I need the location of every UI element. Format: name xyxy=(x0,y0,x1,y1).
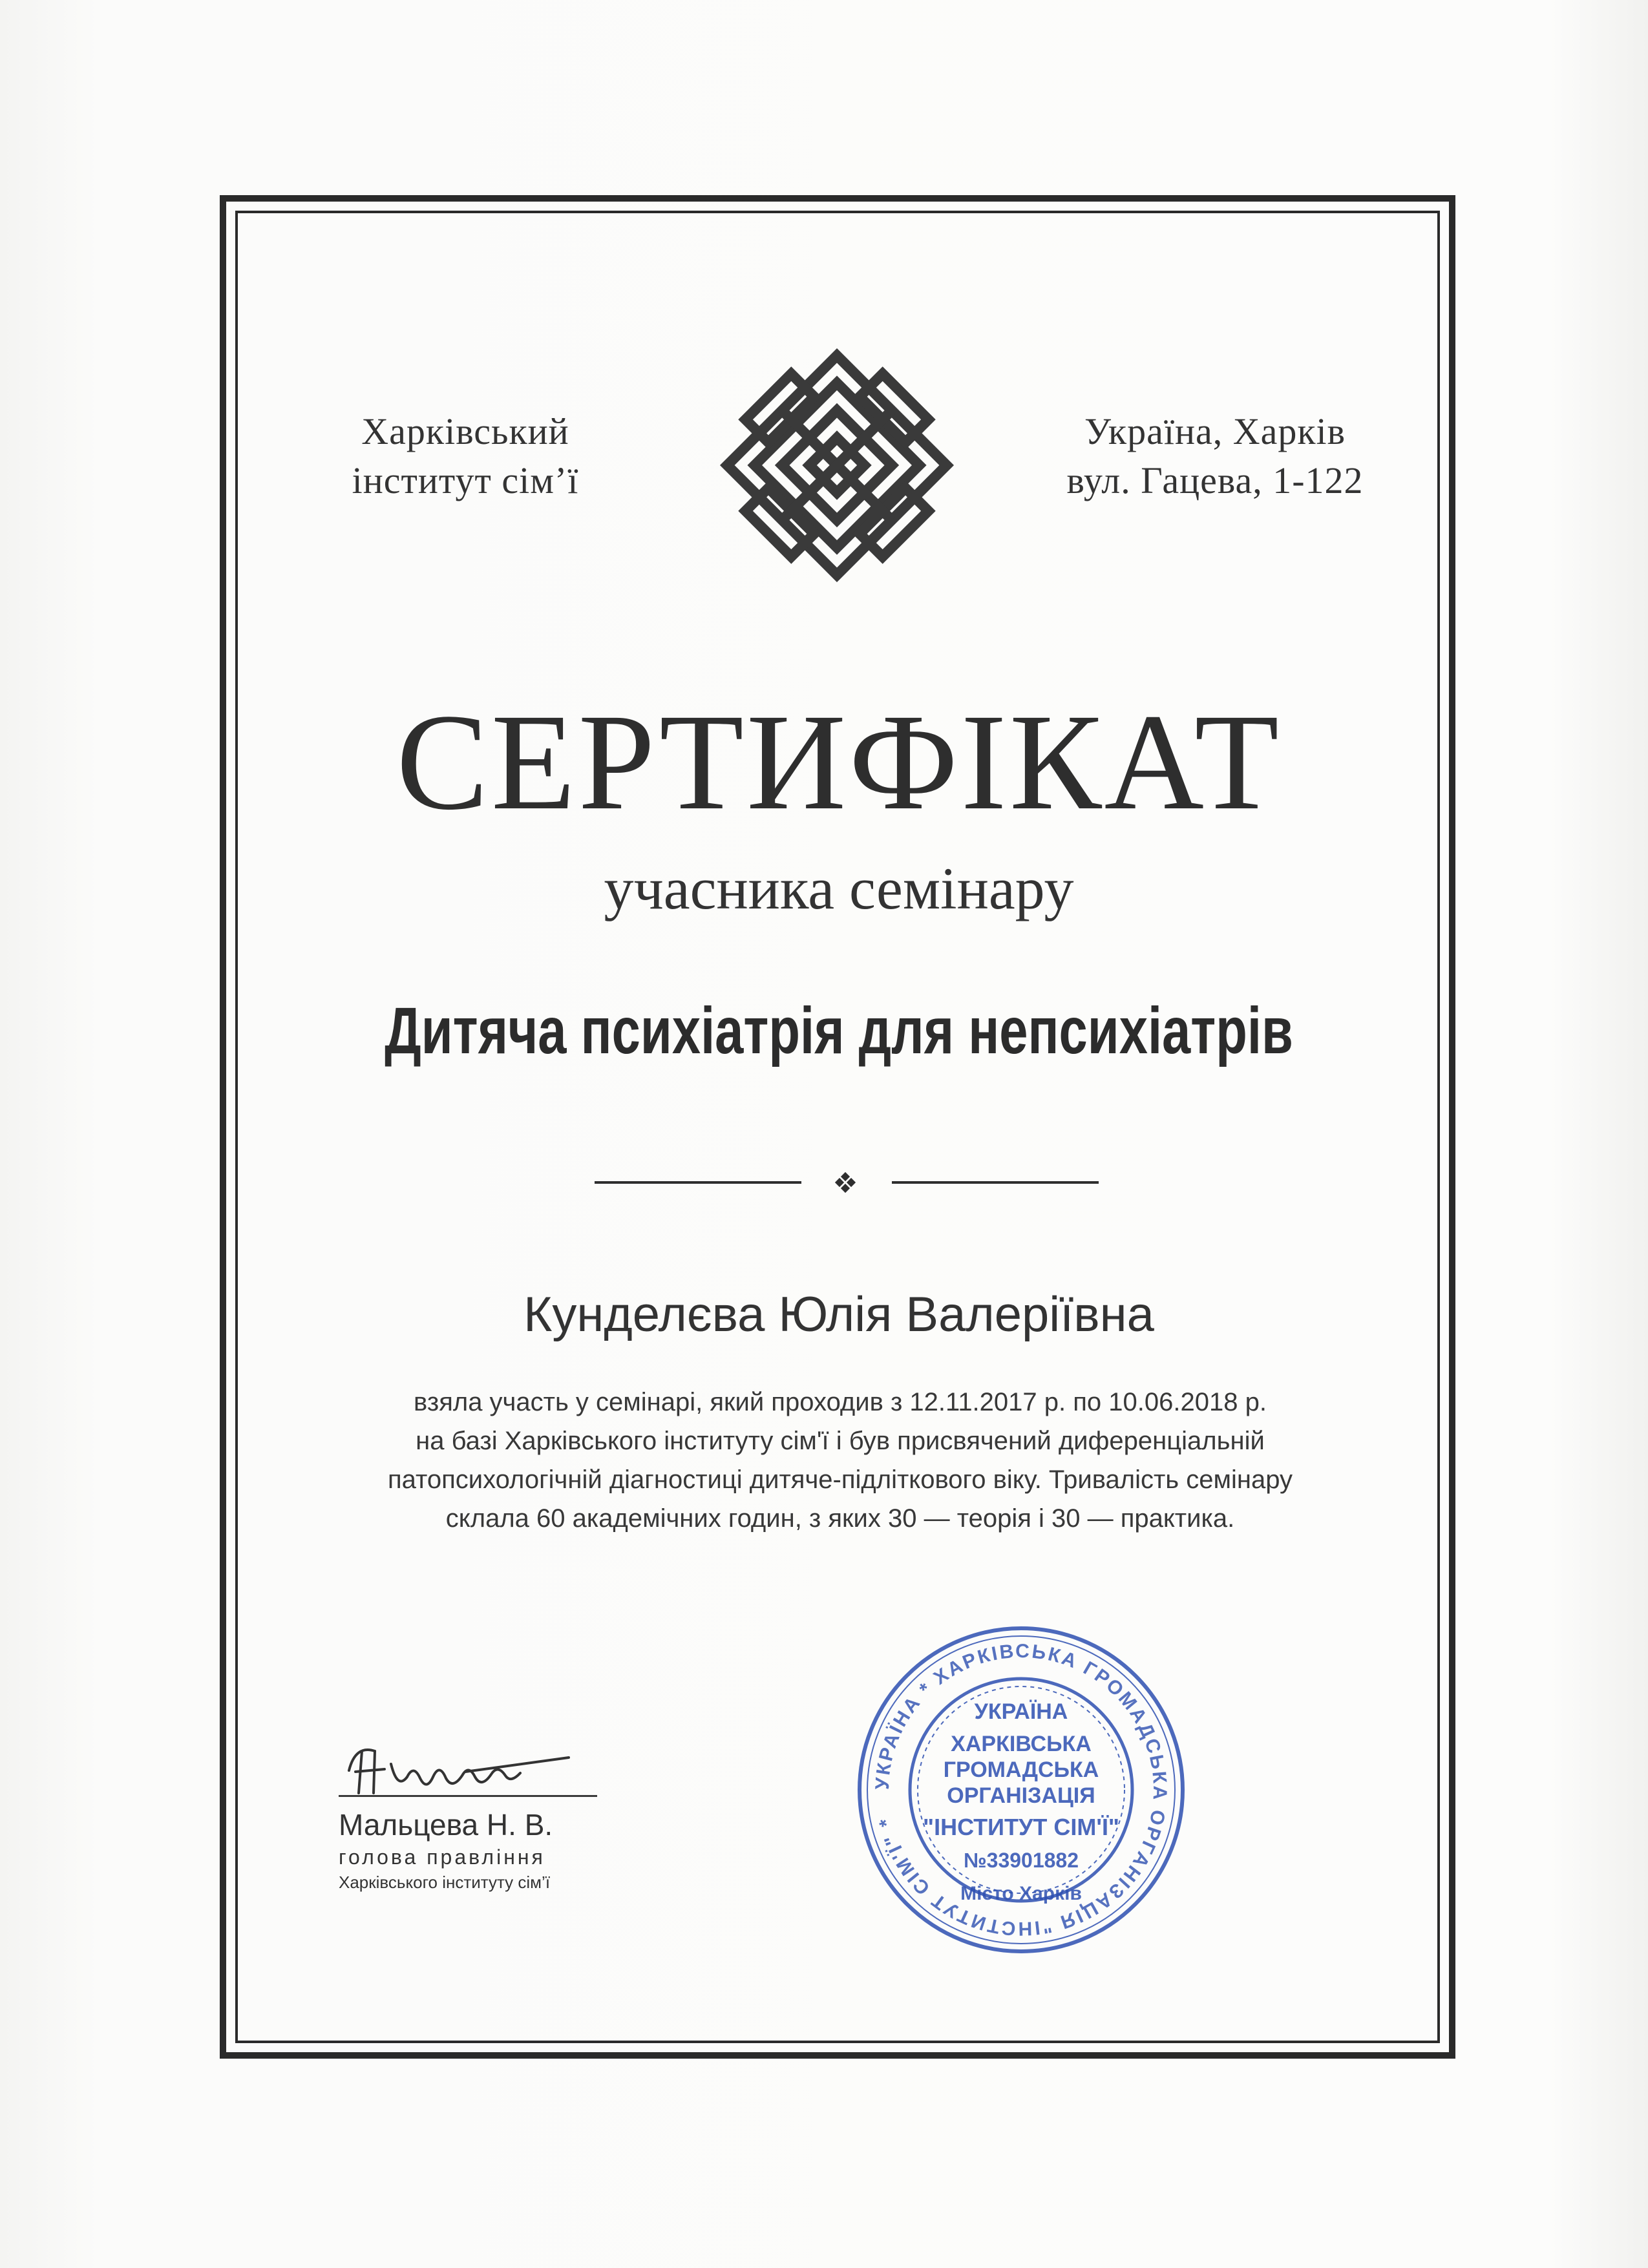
stamp-city: Місто Харків xyxy=(960,1883,1082,1904)
recipient-name: Кунделєва Юлія Валеріївна xyxy=(523,1287,1154,1342)
stamp-code: №33901882 xyxy=(963,1849,1079,1872)
seminar-title: Дитяча психіатрія для непсихіатрів xyxy=(385,994,1293,1067)
signatory-name: Мальцева Н. В. xyxy=(339,1808,553,1842)
handwritten-signature xyxy=(336,1732,582,1809)
signatory-organization: Харківського інституту сім’ї xyxy=(339,1873,551,1892)
address-line1: Україна, Харків xyxy=(1084,410,1346,452)
certificate-title: СЕРТИФІКАТ xyxy=(396,686,1282,839)
signature-line xyxy=(339,1795,597,1797)
stamp-line2: ГРОМАДСЬКА xyxy=(943,1758,1099,1782)
body-line: склала 60 академічних годин, з яких 30 — теорія і 30 — практика. xyxy=(445,1504,1235,1533)
endless-knot-logo-icon xyxy=(688,317,986,614)
stamp-line1: ХАРКІВСЬКА xyxy=(951,1732,1092,1756)
institute-address xyxy=(1034,407,1396,505)
body-line: на базі Харківського інституту сім'ї і був присвячений диференціальній xyxy=(416,1427,1265,1455)
institute-name-line1: Харківський xyxy=(361,410,569,452)
institute-name xyxy=(304,407,627,505)
official-stamp-seal xyxy=(853,1622,1189,1958)
stamp-line3: ОРГАНІЗАЦІЯ xyxy=(947,1783,1095,1808)
body-line: патопсихологічній діагностиці дитяче-підліткового віку. Тривалість семінару xyxy=(387,1465,1293,1494)
stamp-ring-text: УКРАЇНА * ХАРКІВСЬКА ГРОМАДСЬКА ОРГАНІЗАЦІЯ "ІНСТИТУТ СІМ'Ї" * xyxy=(871,1640,1171,1940)
diamond-ornament-icon xyxy=(835,1172,856,1193)
stamp-country: УКРАЇНА xyxy=(974,1699,1068,1724)
institute-name-line2: інститут сім’ї xyxy=(352,459,579,501)
certificate-body xyxy=(297,1383,1383,1538)
body-line: взяла участь у семінарі, який проходив з 12.11.2017 р. по 10.06.2018 р. xyxy=(414,1388,1267,1416)
signatory-role: голова правління xyxy=(339,1845,545,1869)
stamp-line4: "ІНСТИТУТ СІМ'Ї" xyxy=(923,1814,1119,1840)
certificate-subtitle: учасника семінару xyxy=(604,856,1074,921)
ornament-divider xyxy=(595,1170,1099,1195)
address-line2: вул. Гацева, 1-122 xyxy=(1066,459,1364,501)
